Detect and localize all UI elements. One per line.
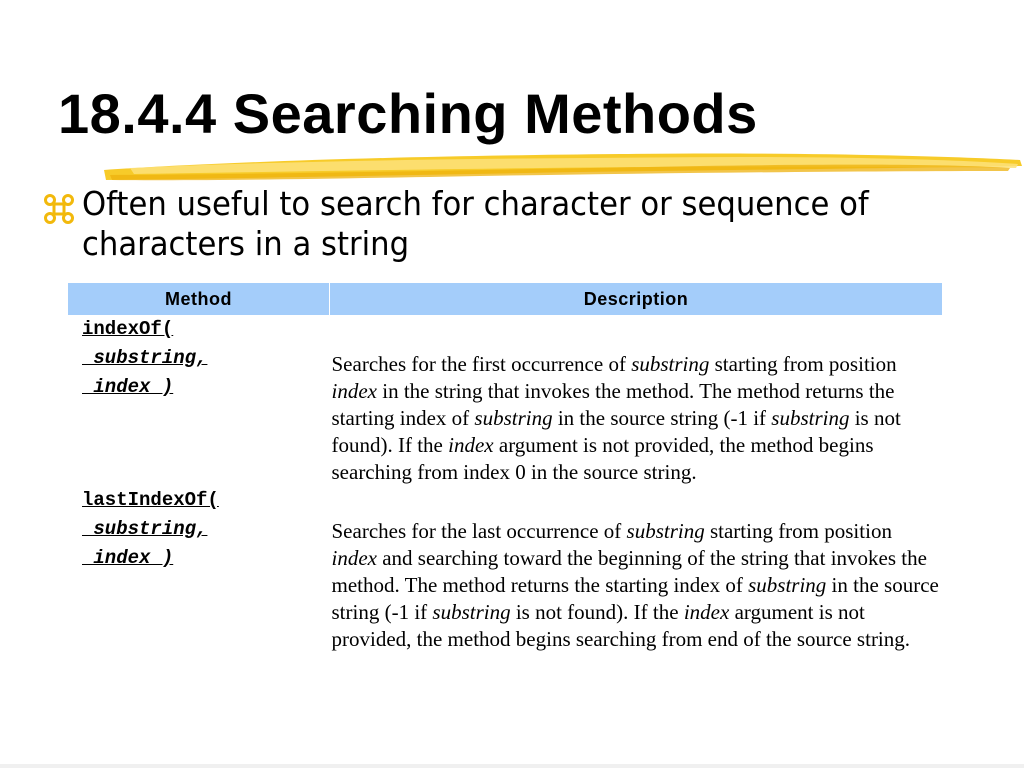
- param-term: index: [331, 379, 377, 403]
- param-term: substring: [631, 352, 710, 376]
- footer-divider: [0, 764, 1024, 768]
- signature-line: index ): [82, 376, 174, 398]
- table-header-row: [68, 283, 942, 315]
- bullet-item: [44, 184, 964, 264]
- param-term: index: [448, 433, 494, 457]
- method-signature: [68, 315, 330, 486]
- param-term: substring: [626, 519, 705, 543]
- param-term: index: [331, 546, 377, 570]
- method-description: Searches for the first occurrence of substring starting from position index in the string that invokes the method. The method returns the starting index of substring in the source string (-1 if substring is not found). If the index argument is not provided, the method begins searching from index 0 in the source string.: [331, 352, 901, 484]
- signature-line: substring,: [82, 347, 208, 369]
- param-term: substring: [474, 406, 553, 430]
- command-key-bullet-icon: [44, 194, 74, 224]
- method-description: Searches for the last occurrence of substring starting from position index and searching toward the beginning of the string that invokes the method. The method returns the starting index of substring in the source string (-1 if substring is not found). If the index argument is not provided, the method begins searching from end of the source string.: [331, 519, 939, 651]
- param-term: substring: [748, 573, 827, 597]
- header-method: Method: [68, 283, 330, 315]
- signature-line: substring,: [82, 518, 208, 540]
- table-row: [68, 486, 942, 653]
- param-term: index: [683, 600, 730, 624]
- method-signature: [68, 486, 330, 653]
- slide-title: 18.4.4 Searching Methods: [58, 82, 758, 145]
- header-description: Description: [330, 283, 943, 315]
- bullet-text: Often useful to search for character or sequence of characters in a string: [82, 184, 869, 263]
- table-row: [68, 315, 942, 486]
- signature-line: lastIndexOf(: [82, 489, 219, 511]
- param-term: substring: [432, 600, 511, 624]
- signature-line: index ): [82, 547, 174, 569]
- highlight-underline: [100, 148, 1024, 188]
- methods-table: [68, 283, 942, 653]
- signature-line: indexOf(: [82, 318, 174, 340]
- param-term: substring: [771, 406, 850, 430]
